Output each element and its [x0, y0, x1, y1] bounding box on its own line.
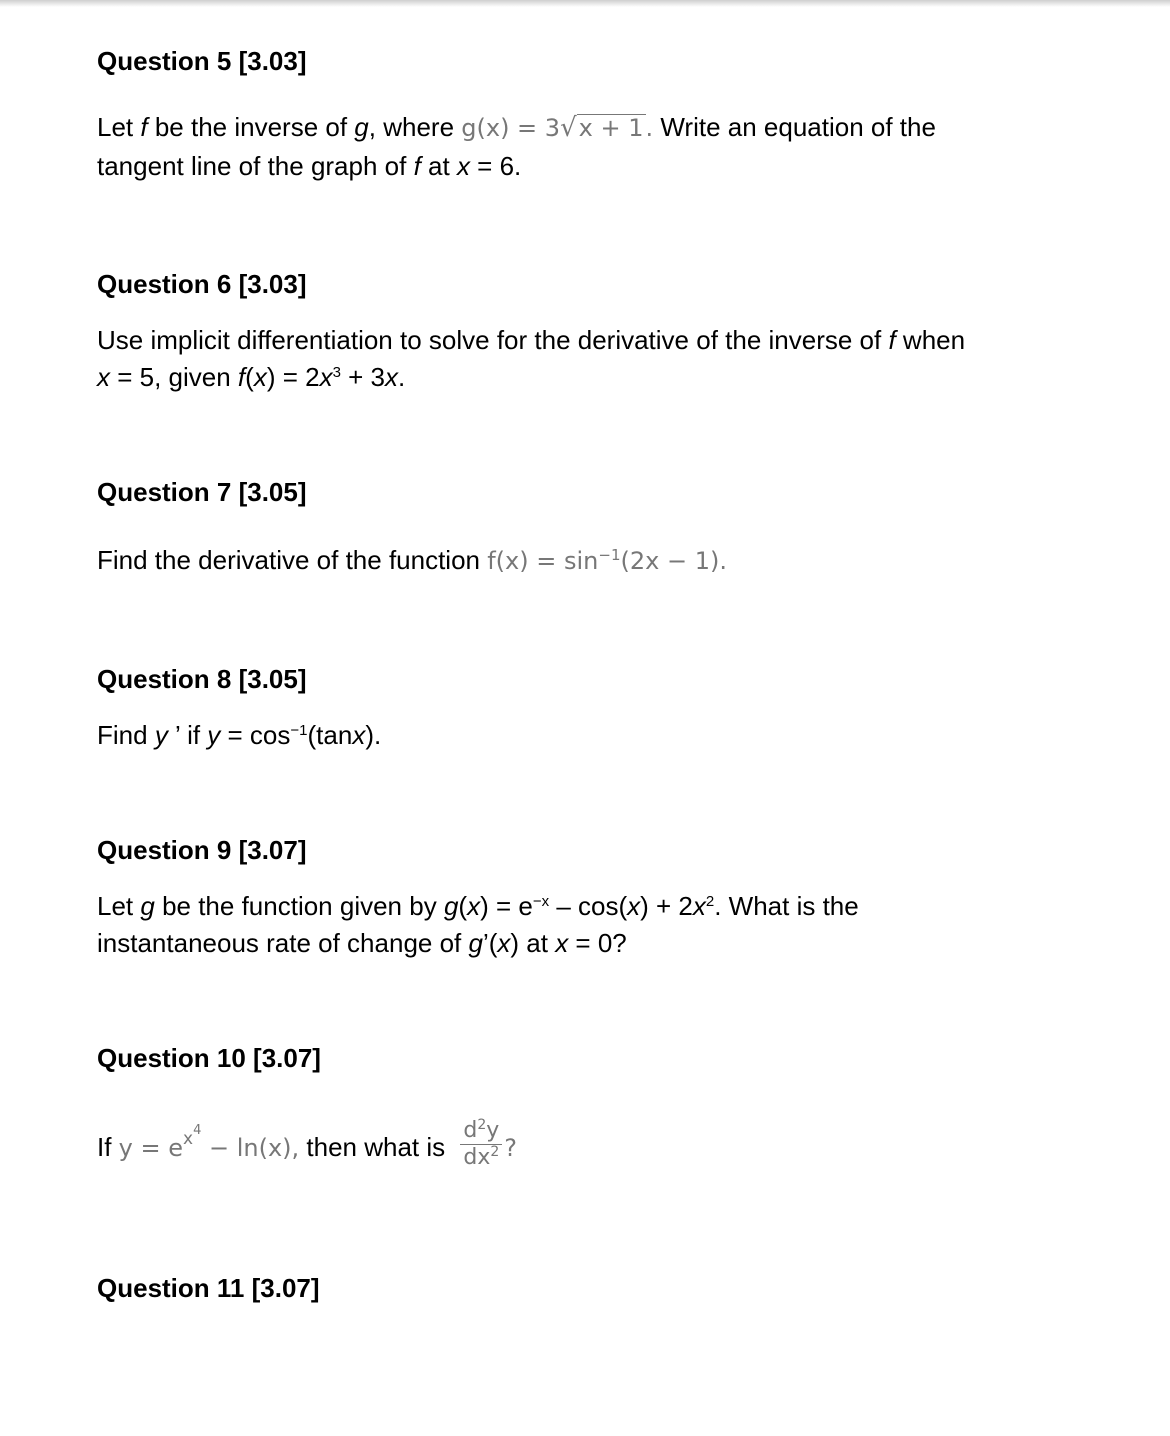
- page-top-edge: [0, 0, 1170, 7]
- question-6-text: Use implicit differentiation to solve for the derivative of the inverse of f when x = 5, given $f(x) = 2x^3 + 3x$.: [97, 325, 966, 392]
- question-5-heading: Question 5 [3.03]: [97, 46, 307, 76]
- question-9-heading: Question 9 [3.07]: [97, 835, 307, 865]
- question-7-text: Find the derivative of the function $f(x) = \sin^{-1}(2x - 1)$.: [97, 545, 727, 575]
- question-10-text: If $y = e^{x^4} - \ln(x)$, then what is $\frac{d^2y}{dx^2}$ ?: [97, 1116, 518, 1170]
- question-7-heading: Question 7 [3.05]: [97, 477, 307, 507]
- second-derivative-fraction: $\frac{d^2y}{dx^2}$: [460, 1118, 502, 1171]
- question-8-text: Find y ’ if $y = \cos^{-1}(\tan x)$.: [97, 720, 382, 750]
- question-7-formula: $f(x) = \sin^{-1}(2x - 1)$.: [487, 546, 727, 575]
- question-11-heading: Question 11 [3.07]: [97, 1273, 320, 1303]
- question-5-text: Let f be the inverse of g, where g(x) = 3√x + 1. Write an equation of the tangent line of the graph of f at x = 6.: [97, 112, 936, 181]
- question-10-formula: $y = e^{x^4} - \ln(x)$,: [118, 1123, 300, 1162]
- question-9-text: Let g be the function given by $g(x) = e^{-x} - \cos(x) + 2x^2$. What is the instantaneous rate of change of g’(x) at x = 0?: [97, 891, 859, 958]
- question-5-formula: g(x) = 3√x + 1.: [461, 113, 654, 143]
- question-8-heading: Question 8 [3.05]: [97, 664, 307, 694]
- question-6-heading: Question 6 [3.03]: [97, 269, 307, 299]
- question-10-heading: Question 10 [3.07]: [97, 1043, 321, 1073]
